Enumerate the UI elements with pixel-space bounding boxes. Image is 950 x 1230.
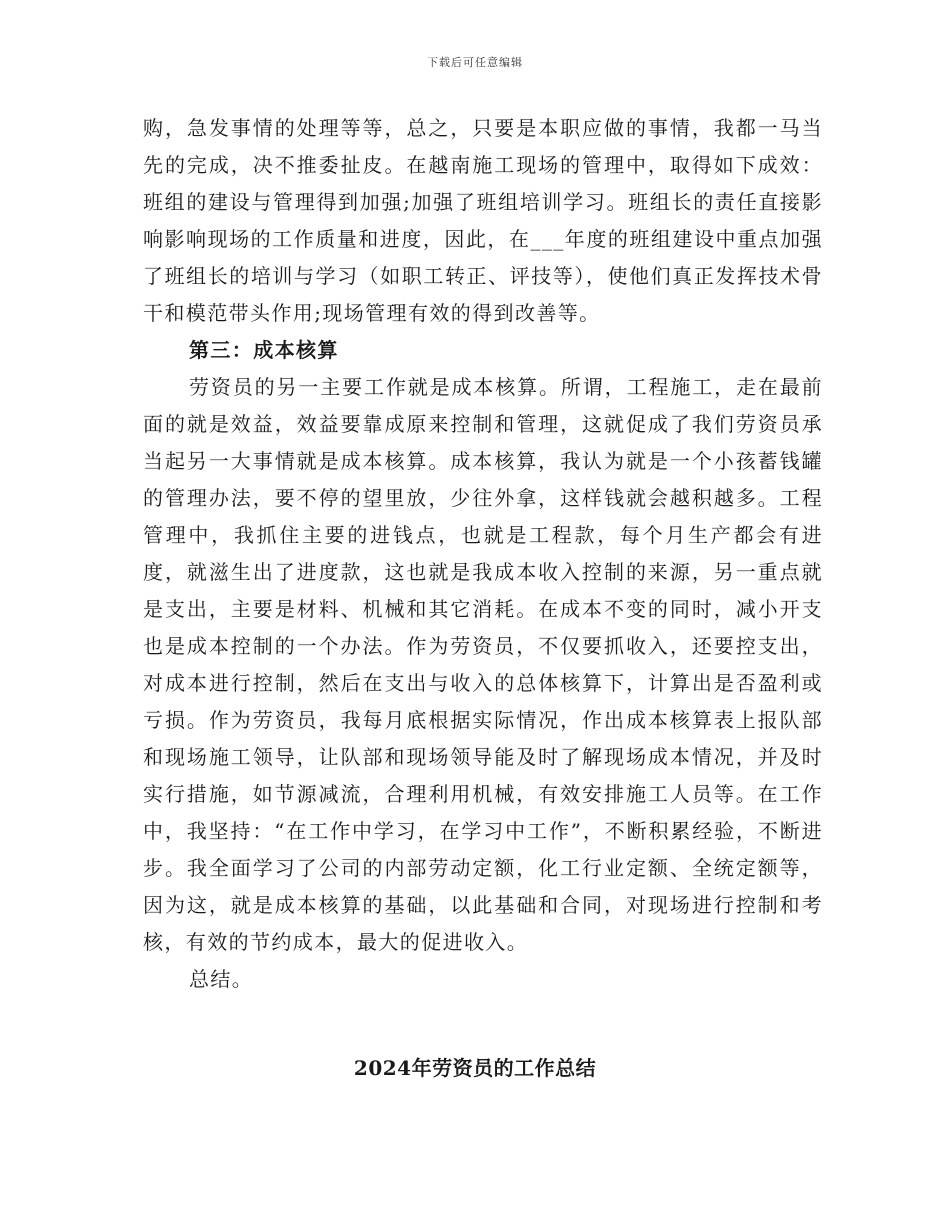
- paragraph-continued: 购，急发事情的处理等等，总之，只要是本职应做的事情，我都一马当先的完成，决不推委扯皮。在越南施工现场的管理中，取得如下成效：班组的建设与管理得到加强;加强了班组培训学习。班组长的责任直接影响影响现场的工作质量和进度，因此，在___年度的班组建设中重点加强了班组长的培训与学习（如职工转正、评技等），使他们真正发挥技术骨干和模范带头作用;现场管理有效的得到改善等。: [143, 116, 823, 325]
- header-note: 下载后可任意编辑: [427, 56, 523, 69]
- paragraph-closing: 总结。: [189, 967, 254, 991]
- paragraph-cost-accounting: 劳资员的另一主要工作就是成本核算。所谓，工程施工，走在最前面的就是效益，效益要靠成原来控制和管理，这就促成了我们劳资员承当起另一大事情就是成本核算。成本核算，我认为就是一个小孩蓄钱罐的管理办法，要不停的望里放，少往外拿，这样钱就会越积越多。工程管理中，我抓住主要的进钱点，也就是工程款，每个月生产都会有进度，就滋生出了进度款，这也就是我成本收入控制的来源，另一重点就是支出，主要是材料、机械和其它消耗。在成本不变的同时，减小开支也是成本控制的一个办法。作为劳资员，不仅要抓收入，还要控支出，对成本进行控制，然后在支出与收入的总体核算下，计算出是否盈利或亏损。作为劳资员，我每月底根据实际情况，作出成本核算表上报队部和现场施工领导，让队部和现场领导能及时了解现场成本情况，并及时实行措施，如节源减流，合理利用机械，有效安排施工人员等。在工作中，我坚持：“在工作中学习，在学习中工作”，不断积累经验，不断进步。我全面学习了公司的内部劳动定额，化工行业定额、全统定额等，因为这，就是成本核算的基础，以此基础和合同，对现场进行控制和考核，有效的节约成本，最大的促进收入。: [143, 375, 823, 954]
- section-heading: 第三：成本核算: [189, 338, 339, 362]
- body-text: [143, 110, 823, 998]
- document-title: 2024年劳资员的工作总结: [353, 1056, 597, 1080]
